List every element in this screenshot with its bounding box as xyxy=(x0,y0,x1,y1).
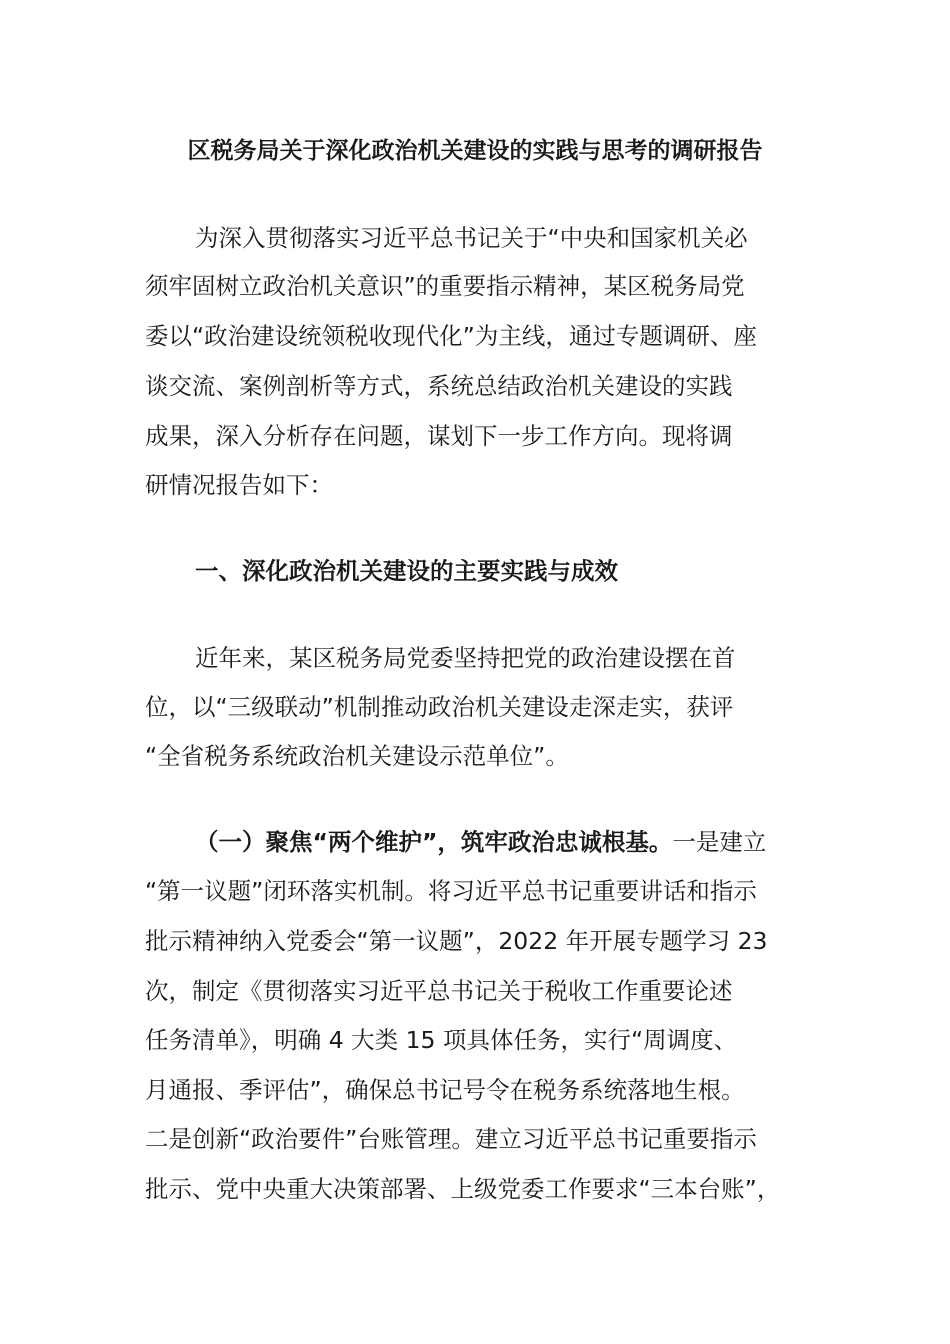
subsection-text: 一是建立 xyxy=(672,828,767,856)
section-heading: 一、深化政治机关建设的主要实践与成效 xyxy=(195,557,618,585)
intro-line: 委以“政治建设统领税收现代化”为主线，通过专题调研、座 xyxy=(145,322,757,350)
subsection-line: 任务清单》，明确 4 大类 15 项具体任务，实行“周调度、 xyxy=(145,1026,738,1054)
intro-line: 谈交流、案例剖析等方式，系统总结政治机关建设的实践 xyxy=(145,372,733,400)
subsection-line: 批示、党中央重大决策部署、上级党委工作要求“三本台账”， xyxy=(145,1175,781,1203)
intro-line: 研情况报告如下： xyxy=(145,471,333,499)
intro-line: 成果，深入分析存在问题，谋划下一步工作方向。现将调 xyxy=(145,422,733,450)
section-line: 位，以“三级联动”机制推动政治机关建设走深走实，获评 xyxy=(145,693,734,721)
subsection-line: 次，制定《贯彻落实习近平总书记关于税收工作重要论述 xyxy=(145,977,733,1005)
subsection-heading: （一）聚焦“两个维护”，筑牢政治忠诚根基。 xyxy=(195,828,673,856)
subsection-line: 二是创新“政治要件”台账管理。建立习近平总书记重要指示 xyxy=(145,1125,757,1153)
document-title: 区税务局关于深化政治机关建设的实践与思考的调研报告 xyxy=(187,138,763,164)
subsection-line: 批示精神纳入党委会“第一议题”，2022 年开展专题学习 23 xyxy=(145,927,768,955)
section-line: 近年来，某区税务局党委坚持把党的政治建设摆在首 xyxy=(195,644,736,672)
subsection-line: “第一议题”闭环落实机制。将习近平总书记重要讲话和指示 xyxy=(145,877,757,905)
subsection-first-line xyxy=(195,824,766,860)
intro-line: 为深入贯彻落实习近平总书记关于“中央和国家机关必 xyxy=(195,224,748,252)
subsection-line: 月通报、季评估”，确保总书记号令在税务系统落地生根。 xyxy=(145,1076,745,1104)
intro-line: 须牢固树立政治机关意识”的重要指示精神，某区税务局党 xyxy=(145,272,745,300)
section-line: “全省税务系统政治机关建设示范单位”。 xyxy=(145,742,569,770)
